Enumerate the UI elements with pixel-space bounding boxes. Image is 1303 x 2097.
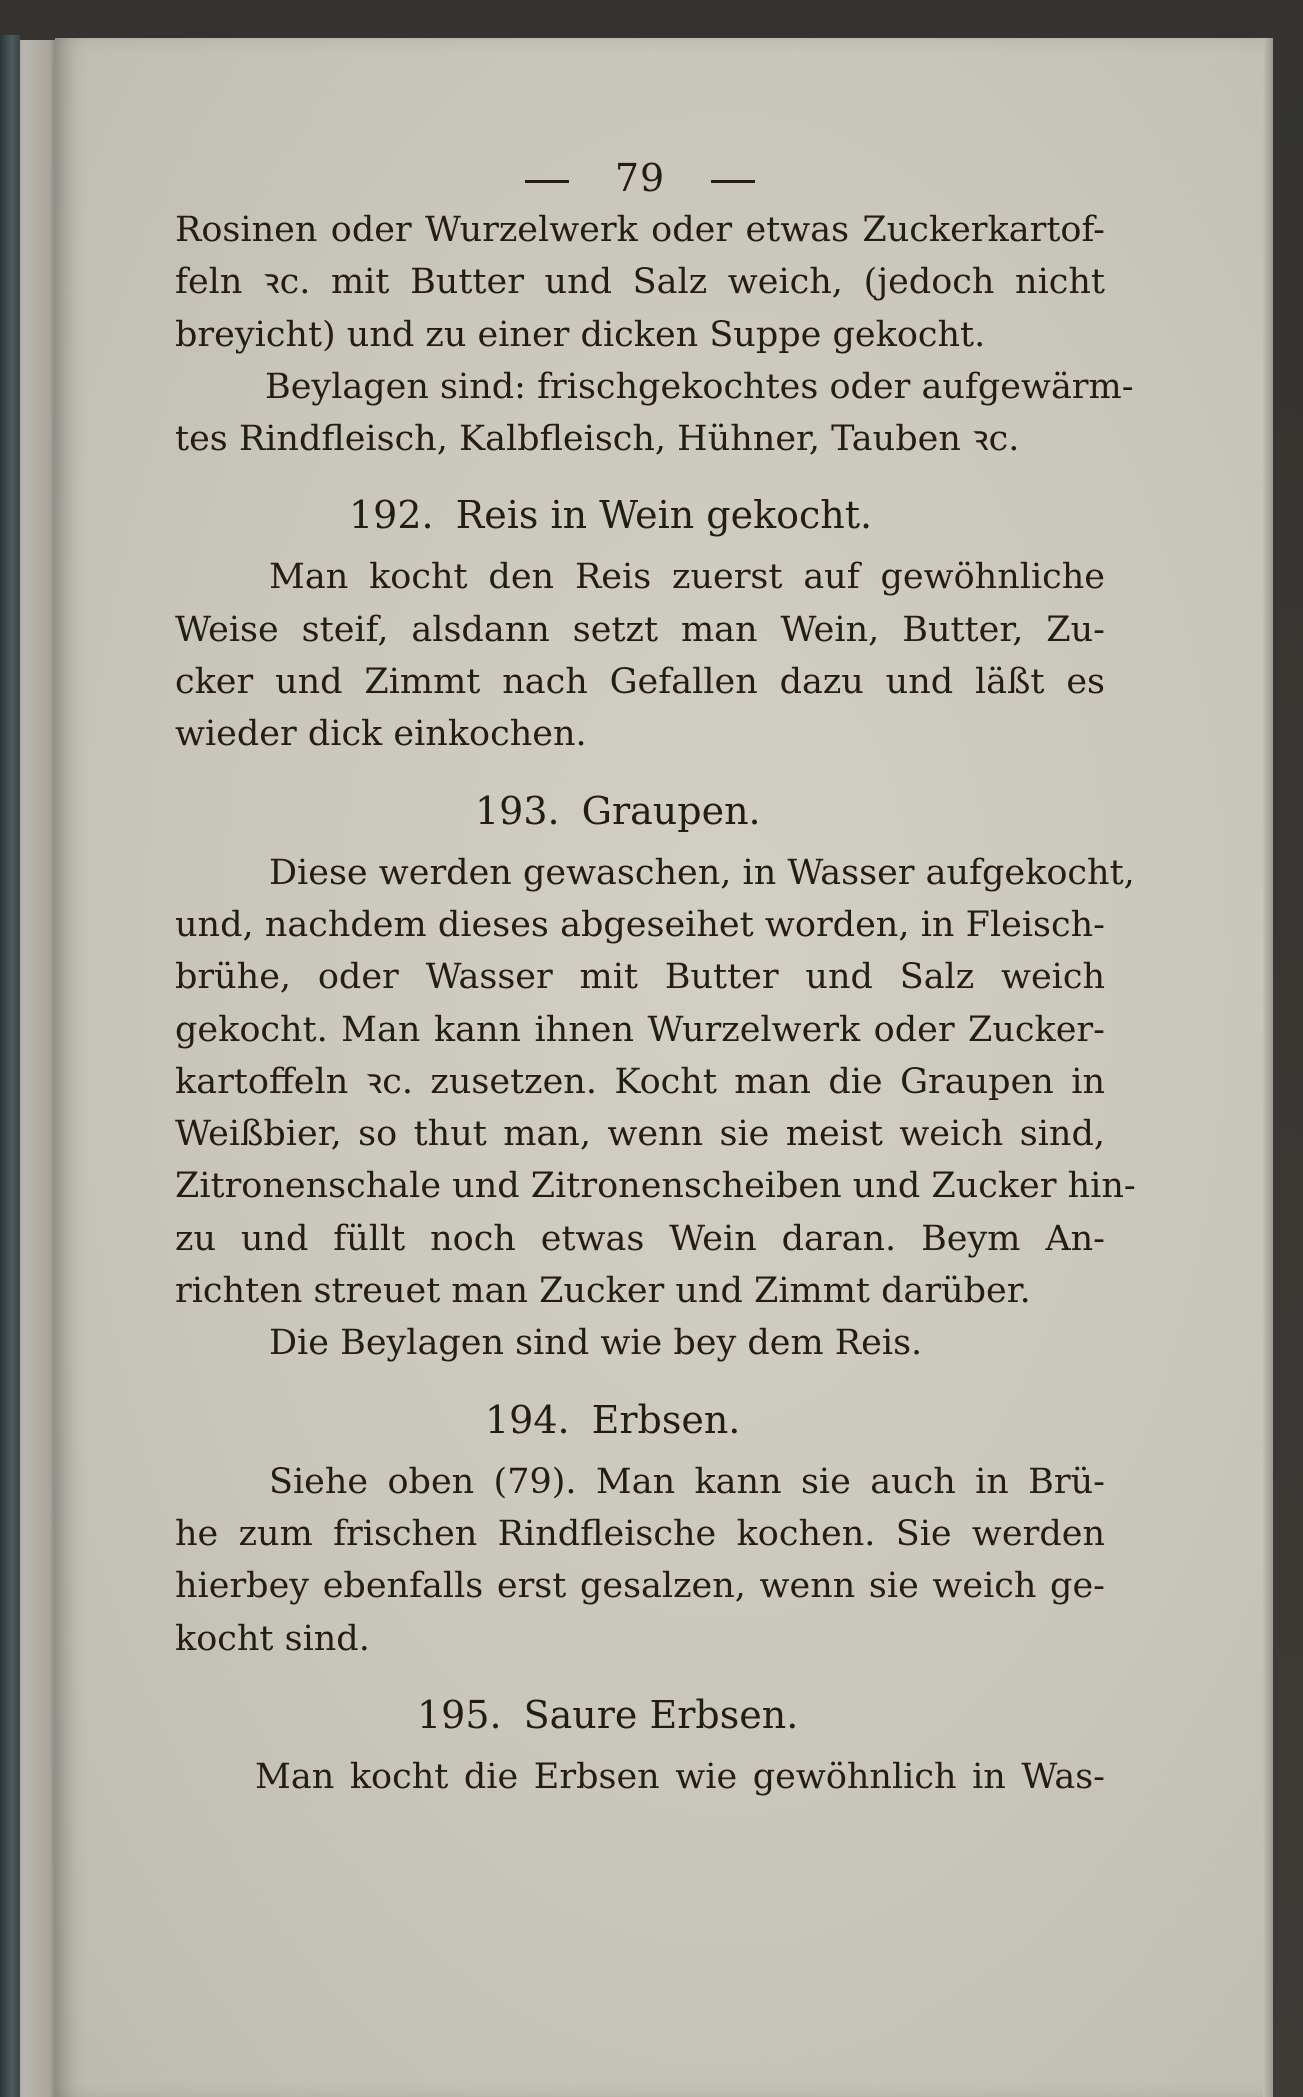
section-heading-193 [175, 775, 1105, 847]
section-number: 193. [475, 788, 560, 833]
page-header [175, 152, 1105, 204]
text-line: Diese werden gewaschen, in Wasser aufgekocht, [269, 852, 1135, 893]
text-line: Die Beylagen sind wie bey dem Reis. [269, 1323, 923, 1364]
text-line: Man kocht den Reis zuerst auf gewöhnliche [269, 557, 1105, 598]
text-line: breyicht) und zu einer dicken Suppe gekocht. [175, 314, 986, 355]
header-dash-left [525, 180, 569, 183]
text-line: kartoffeln ꝛc. zusetzen. Kocht man die Graupen in [175, 1061, 1105, 1102]
section-number: 195. [417, 1692, 502, 1737]
text-line: brühe, oder Wasser mit Butter und Salz weich [175, 957, 1105, 998]
text-line: Weise steif, alsdann setzt man Wein, Butter, Zu- [175, 609, 1105, 650]
text-line: cker und Zimmt nach Gefallen dazu und läßt es [175, 662, 1105, 703]
section-heading-194 [175, 1384, 1105, 1456]
section-body-194 [175, 1456, 1105, 1665]
page-right-edge [1263, 38, 1273, 2097]
text-line: richten streuet man Zucker und Zimmt darüber. [175, 1271, 1031, 1312]
page-number: 79 [614, 156, 666, 200]
header-dash-right [711, 180, 755, 183]
section-heading-195 [175, 1679, 1105, 1751]
section-body-193 [175, 847, 1136, 1370]
section-title: Erbsen. [591, 1397, 741, 1442]
text-line: wieder dick einkochen. [175, 714, 587, 755]
section-heading-192 [175, 479, 1105, 551]
page-text [175, 152, 1136, 1803]
book-cover-edge [0, 35, 20, 2097]
text-line: zu und füllt noch etwas Wein daran. Beym An- [175, 1218, 1105, 1259]
section-title: Saure Erbsen. [523, 1692, 799, 1737]
section-title: Reis in Wein gekocht. [455, 493, 873, 538]
text-line: Man kocht die Erbsen wie gewöhnlich in Was- [255, 1756, 1105, 1797]
text-line: kocht sind. [175, 1618, 370, 1659]
text-line: he zum frischen Rindfleische kochen. Sie werden [175, 1513, 1105, 1554]
intro-paragraph [175, 204, 1134, 465]
text-line: hierbey ebenfalls erst gesalzen, wenn sie weich ge- [175, 1566, 1105, 1607]
section-body-195 [175, 1751, 1105, 1803]
text-line: Siehe oben (79). Man kann sie auch in Brü- [269, 1461, 1105, 1502]
text-line: Zitronenschale und Zitronenscheiben und Zucker hin- [175, 1166, 1136, 1207]
text-line: feln ꝛc. mit Butter und Salz weich, (jedoch nicht [175, 262, 1105, 303]
section-number: 192. [349, 493, 434, 538]
section-title: Graupen. [581, 788, 761, 833]
text-line: Beylagen sind: frischgekochtes oder aufgewärm- [265, 366, 1134, 407]
text-line: und, nachdem dieses abgeseihet worden, in Fleisch- [175, 904, 1105, 945]
text-line: gekocht. Man kann ihnen Wurzelwerk oder Zucker- [175, 1009, 1105, 1050]
section-body-192 [175, 551, 1105, 760]
text-line: tes Rindfleisch, Kalbfleisch, Hühner, Tauben ꝛc. [175, 419, 1020, 460]
section-number: 194. [485, 1397, 570, 1442]
text-line: Weißbier, so thut man, wenn sie meist weich sind, [175, 1114, 1105, 1155]
text-line: Rosinen oder Wurzelwerk oder etwas Zuckerkartof- [175, 210, 1105, 250]
